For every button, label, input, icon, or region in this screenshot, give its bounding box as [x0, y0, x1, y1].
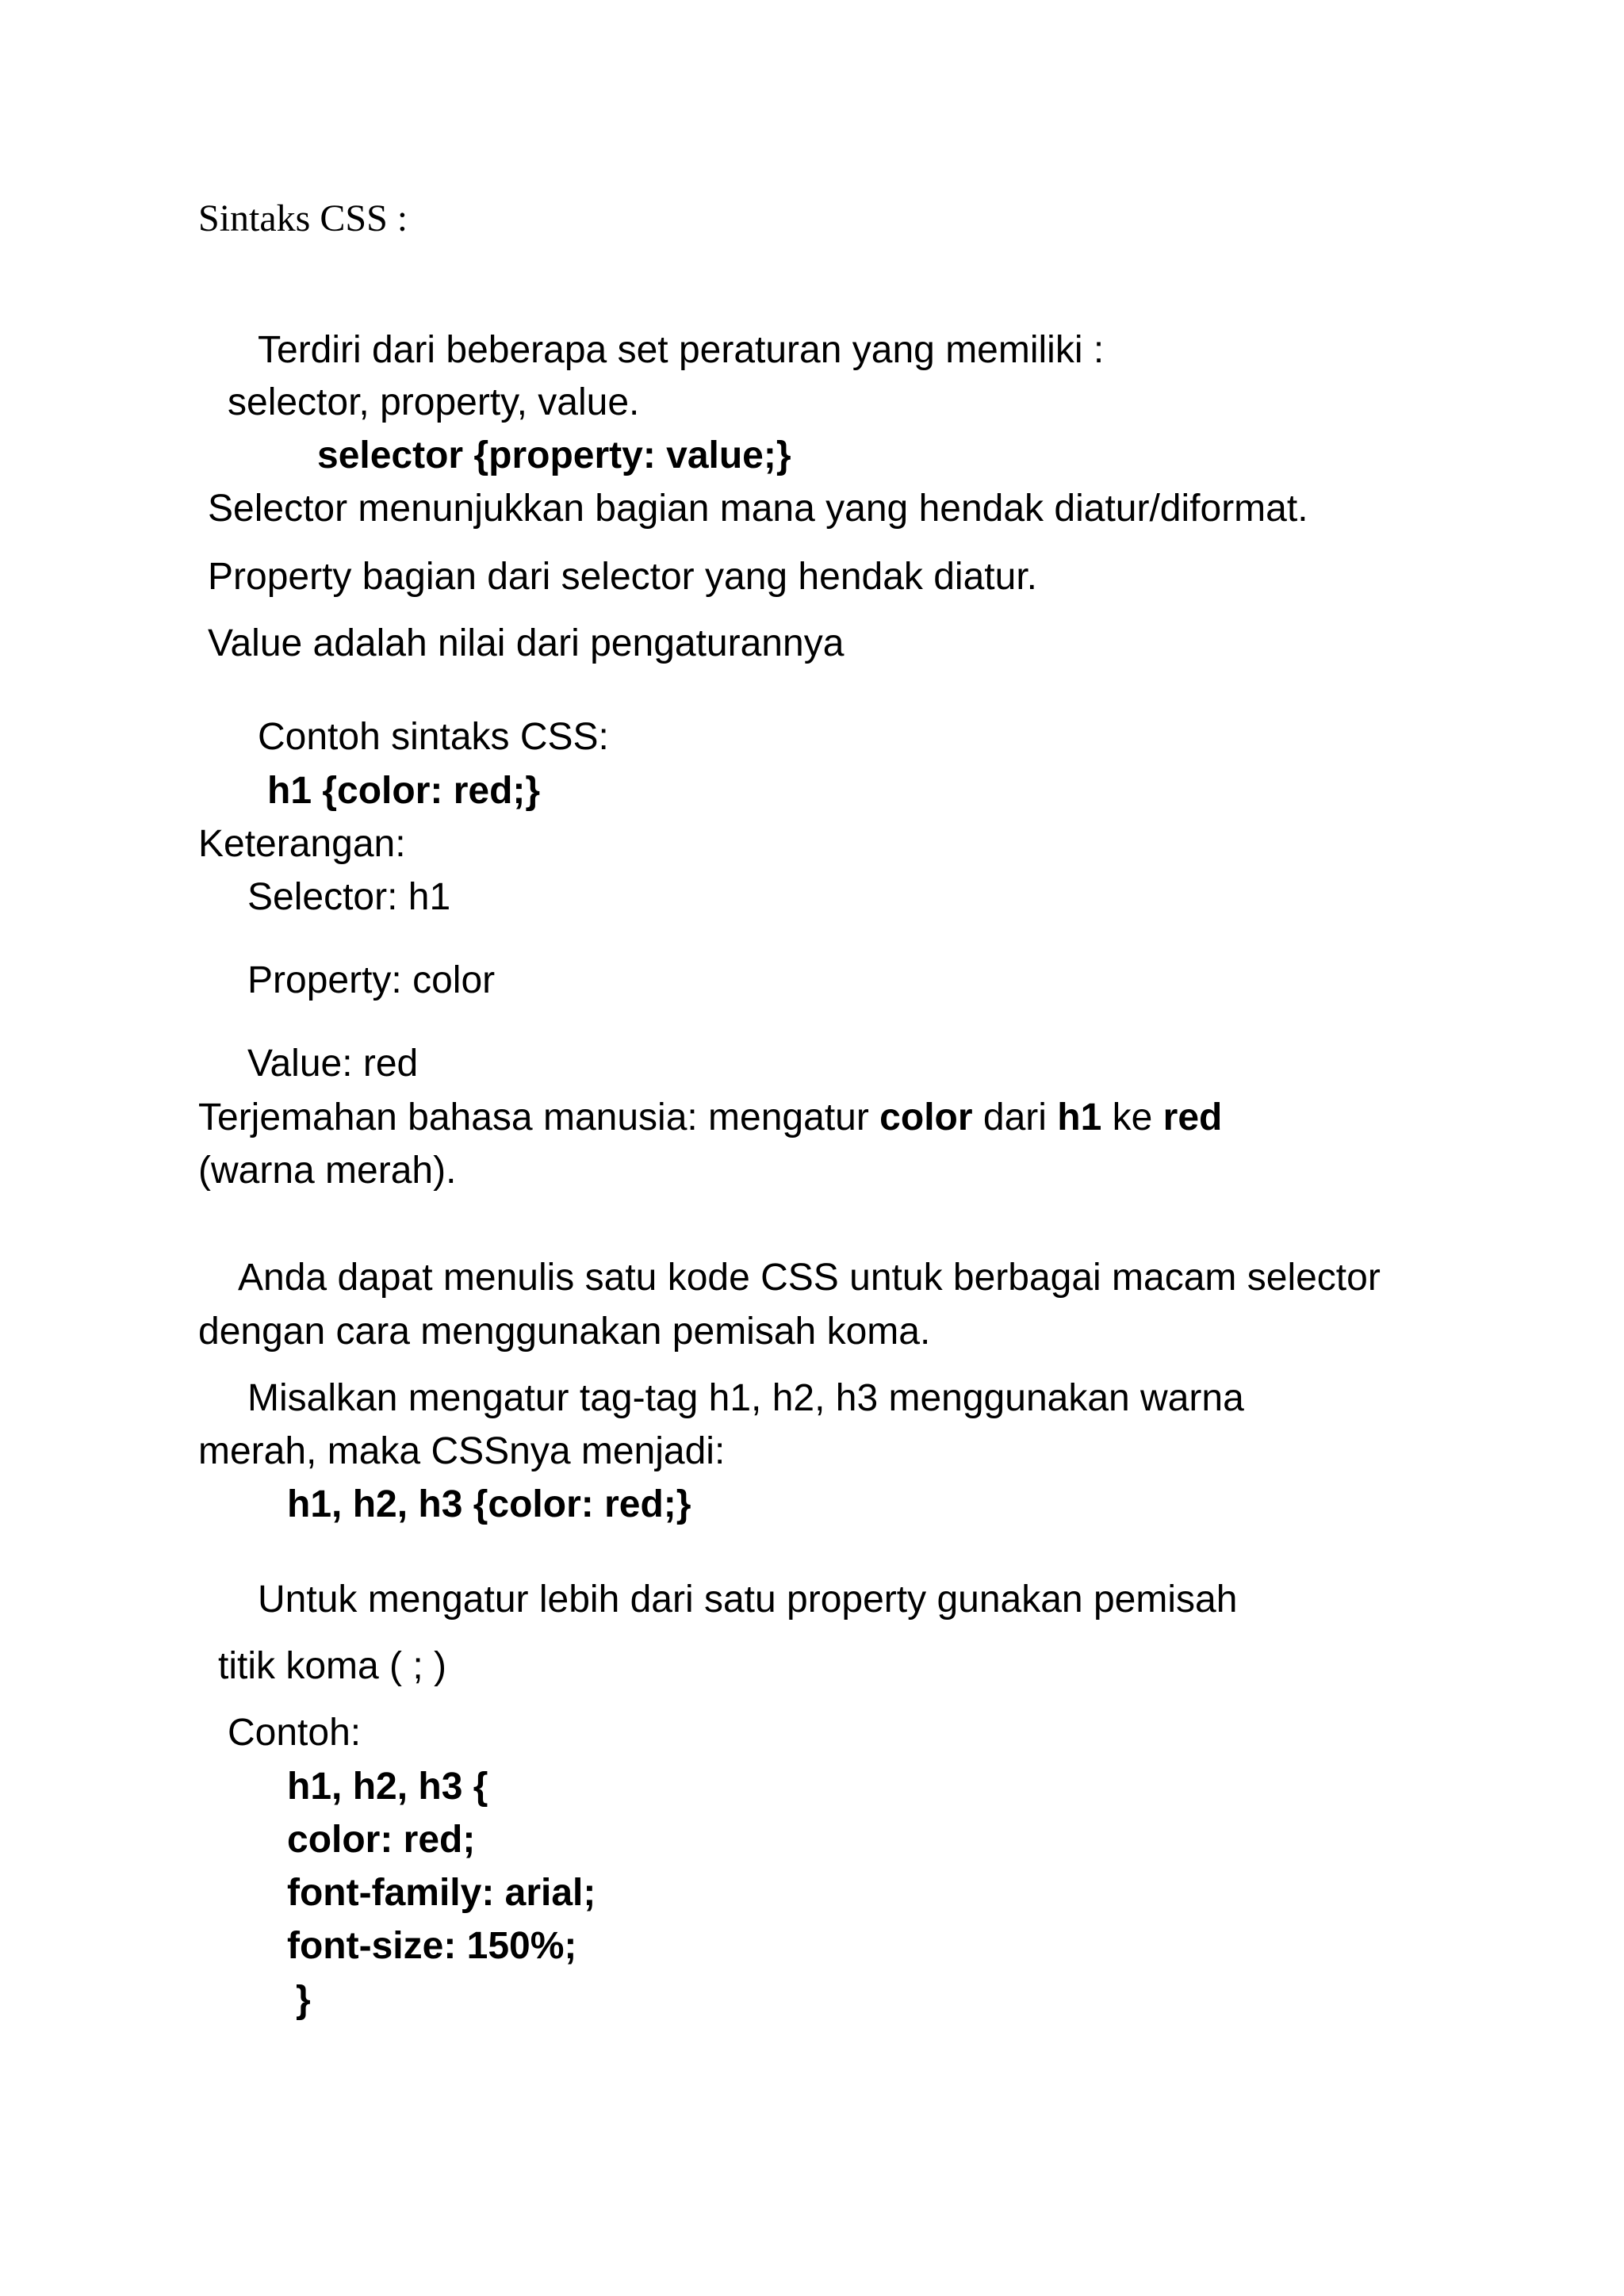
multi-property-line-1: Untuk mengatur lebih dari satu property gunakan pemisah — [258, 1578, 1238, 1621]
translation-text-2: dari — [972, 1096, 1058, 1138]
code-line: color: red; — [287, 1819, 476, 1861]
multi-property-line-2: titik koma ( ; ) — [218, 1645, 447, 1687]
intro-line-2: selector, property, value. — [228, 381, 640, 423]
translation-line-1 — [198, 1094, 1222, 1142]
translation-bold-color: color — [879, 1096, 973, 1138]
code-line: font-size: 150%; — [287, 1925, 577, 1967]
code-line: font-family: arial; — [287, 1872, 596, 1914]
note-selector: Selector: h1 — [247, 876, 451, 918]
translation-text-3: ke — [1101, 1096, 1163, 1138]
value-description: Value adalah nilai dari pengaturannya — [208, 622, 845, 664]
multi-example-line-1: Misalkan mengatur tag-tag h1, h2, h3 menggunakan warna — [247, 1377, 1244, 1419]
example-code: h1 {color: red;} — [267, 770, 541, 812]
example-label: Contoh sintaks CSS: — [258, 716, 609, 758]
translation-text-1: Terjemahan bahasa manusia: mengatur — [198, 1096, 880, 1138]
multi-selector-code: h1, h2, h3 {color: red;} — [287, 1483, 691, 1525]
notes-label: Keterangan: — [198, 823, 406, 865]
translation-bold-h1: h1 — [1057, 1096, 1102, 1138]
property-description: Property bagian dari selector yang hendak diatur. — [208, 556, 1037, 598]
multi-selector-line-1: Anda dapat menulis satu kode CSS untuk berbagai macam selector — [238, 1257, 1381, 1299]
selector-description: Selector menunjukkan bagian mana yang hendak diatur/diformat. — [208, 488, 1308, 530]
example2-label: Contoh: — [228, 1712, 362, 1754]
intro-line-1: Terdiri dari beberapa set peraturan yang memiliki : — [258, 329, 1105, 371]
code-line: h1, h2, h3 { — [287, 1766, 488, 1808]
translation-line-2: (warna merah). — [198, 1150, 457, 1192]
note-property: Property: color — [247, 959, 496, 1001]
page-heading: Sintaks CSS : — [198, 197, 408, 239]
syntax-rule: selector {property: value;} — [317, 434, 791, 476]
multi-example-line-2: merah, maka CSSnya menjadi: — [198, 1430, 726, 1472]
translation-bold-red: red — [1162, 1096, 1223, 1138]
code-line: } — [296, 1979, 311, 2021]
multi-selector-line-2: dengan cara menggunakan pemisah koma. — [198, 1311, 931, 1353]
note-value: Value: red — [247, 1043, 419, 1085]
